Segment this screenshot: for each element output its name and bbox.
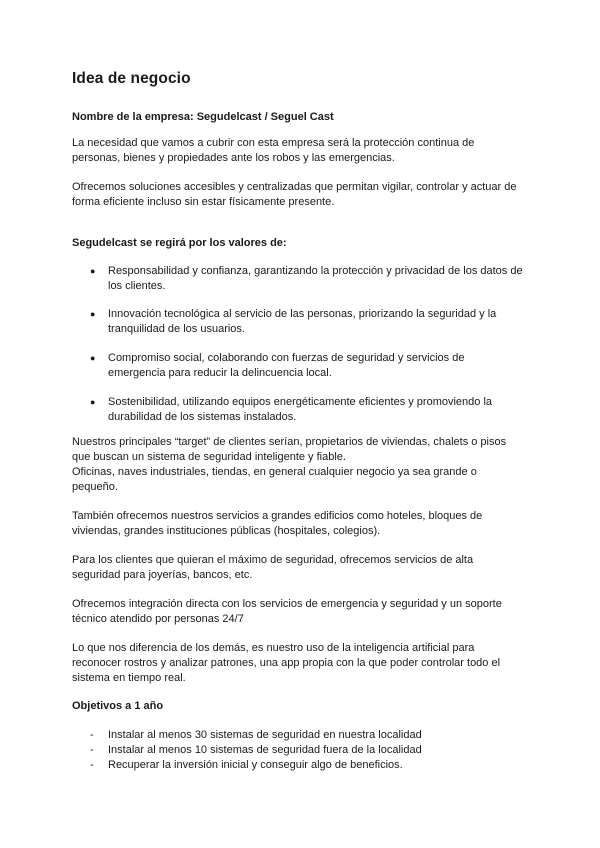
- text-line: tranquilidad de los usuarios.: [108, 323, 245, 335]
- objective-text: Instalar al menos 30 sistemas de seguridad en nuestra localidad: [108, 729, 422, 741]
- text-line: pequeño.: [72, 481, 118, 493]
- buildings-paragraph: [72, 509, 512, 539]
- text-line: seguridad para joyerías, bancos, etc.: [72, 569, 253, 581]
- bullet-icon: ●: [90, 353, 96, 363]
- text-line: Nuestros principales “target” de clientes serían, propietarios de viviendas, chalets o pisos: [72, 436, 507, 448]
- values-heading: Segudelcast se regirá por los valores de:: [72, 237, 287, 249]
- differentiation-paragraph: [72, 641, 512, 686]
- text-line: Para los clientes que quieran el máximo de seguridad, ofrecemos servicios de alta: [72, 554, 474, 566]
- text-line: Oficinas, naves industriales, tiendas, en general cualquier negocio ya sea grande o: [72, 466, 477, 478]
- target-paragraph: [72, 435, 512, 495]
- company-name-heading: Nombre de la empresa: Segudelcast / Seguel Cast: [72, 111, 334, 123]
- text-line: sistema en tiempo real.: [72, 672, 186, 684]
- dash-marker: -: [90, 759, 94, 771]
- text-line: emergencia para reducir la delincuencia local.: [108, 367, 332, 379]
- dash-marker: -: [90, 744, 94, 756]
- text-line: los clientes.: [108, 280, 166, 292]
- intro-paragraph-1: [72, 136, 512, 166]
- objective-text: Recuperar la inversión inicial y conseguir algo de beneficios.: [108, 759, 403, 771]
- text-line: personas, bienes y propiedades ante los robos y las emergencias.: [72, 152, 395, 164]
- text-line: técnico atendido por personas 24/7: [72, 613, 244, 625]
- page-title: Idea de negocio: [72, 70, 191, 87]
- text-line: Responsabilidad y confianza, garantizando la protección y privacidad de los datos de: [108, 265, 523, 277]
- objectives-heading: Objetivos a 1 año: [72, 700, 164, 712]
- text-line: Lo que nos diferencia de los demás, es nuestro uso de la inteligencia artificial para: [72, 642, 475, 654]
- integration-paragraph: [72, 597, 512, 627]
- text-line: Ofrecemos soluciones accesibles y centralizadas que permitan vigilar, controlar y actuar de: [72, 181, 517, 193]
- text-line: Innovación tecnológica al servicio de las personas, priorizando la seguridad y la: [108, 308, 497, 320]
- text-line: Compromiso social, colaborando con fuerzas de seguridad y servicios de: [108, 352, 465, 364]
- text-line: reconocer rostros y analizar patrones, una app propia con la que poder controlar todo el: [72, 657, 501, 669]
- high-security-paragraph: [72, 553, 512, 583]
- objective-text: Instalar al menos 10 sistemas de seguridad fuera de la localidad: [108, 744, 422, 756]
- bullet-icon: ●: [90, 309, 96, 319]
- bullet-icon: ●: [90, 266, 96, 276]
- text-line: También ofrecemos nuestros servicios a grandes edificios como hoteles, bloques de: [72, 510, 483, 522]
- bullet-icon: ●: [90, 397, 96, 407]
- intro-paragraph-2: [72, 180, 517, 210]
- text-line: forma eficiente incluso sin estar físicamente presente.: [72, 196, 335, 208]
- text-line: Sostenibilidad, utilizando equipos energéticamente eficientes y promoviendo la: [108, 396, 493, 408]
- dash-marker: -: [90, 729, 94, 741]
- text-line: viviendas, grandes instituciones públicas (hospitales, colegios).: [72, 525, 381, 537]
- text-line: durabilidad de los sistemas instalados.: [108, 411, 297, 423]
- text-line: Ofrecemos integración directa con los servicios de emergencia y seguridad y un soporte: [72, 598, 502, 610]
- text-line: La necesidad que vamos a cubrir con esta empresa será la protección continua de: [72, 137, 475, 149]
- text-line: que buscan un sistema de seguridad inteligente y fiable.: [72, 451, 346, 463]
